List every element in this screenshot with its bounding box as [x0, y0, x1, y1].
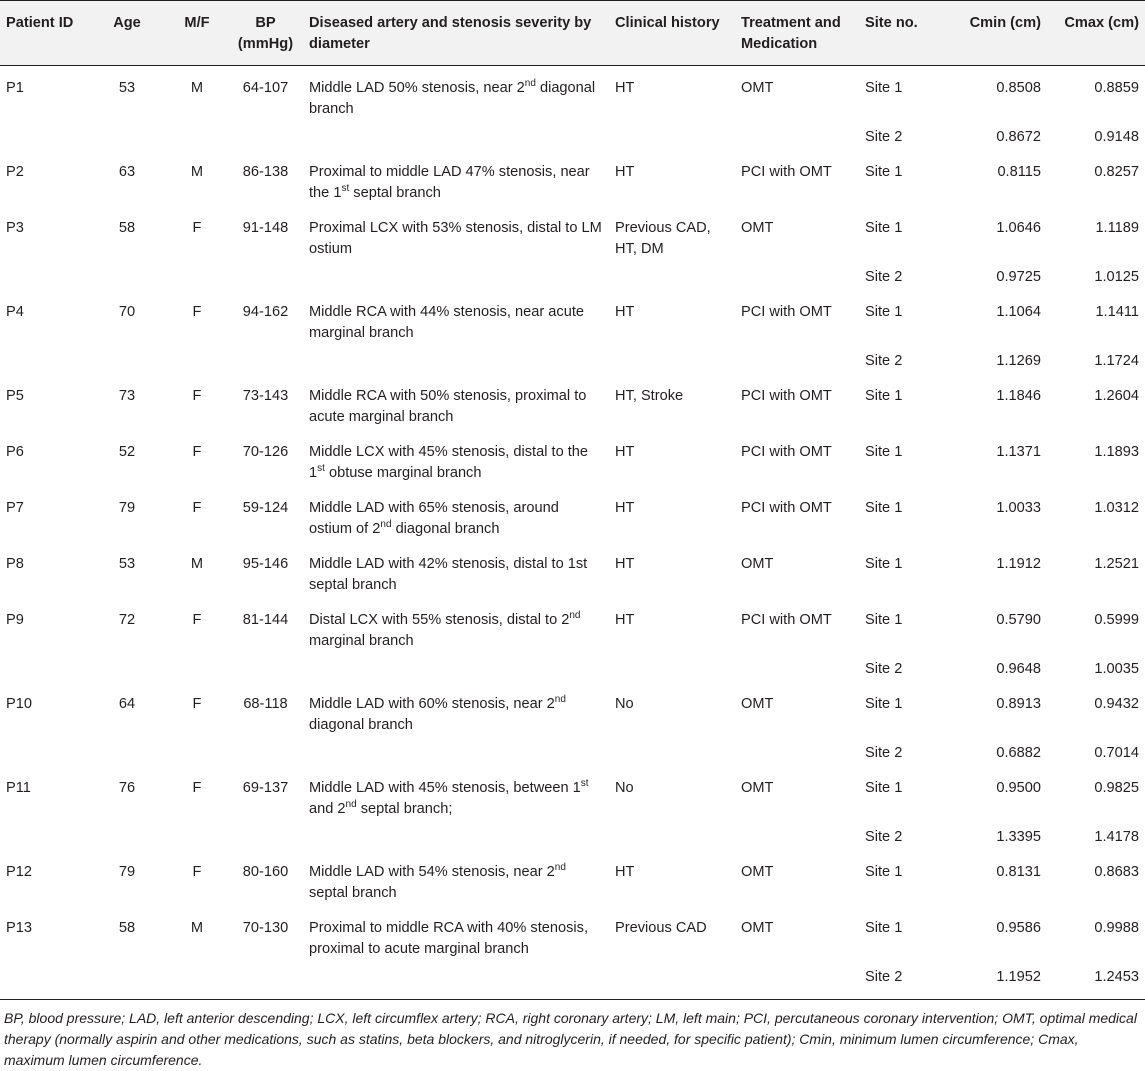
cell-history: No — [615, 696, 634, 712]
cell-site: Site 2 — [865, 745, 903, 761]
cell-history — [609, 262, 735, 290]
cell-cmin: 1.1064 — [996, 304, 1041, 320]
cell-bp — [228, 962, 303, 1000]
cell-history: HT — [615, 612, 635, 628]
cell-patient-id — [0, 738, 88, 766]
cell-artery: Middle LAD with 65% stenosis, around ostium of 2nd diagonal branch — [309, 500, 559, 537]
cell-history — [609, 654, 735, 682]
cell-bp: 91-148 — [242, 220, 289, 236]
table-header — [0, 1, 1145, 66]
cell-site: Site 1 — [865, 304, 903, 320]
cell-age — [88, 346, 166, 374]
cell-patient-id: P9 — [6, 612, 24, 628]
cell-site: Site 1 — [865, 220, 903, 236]
table-row — [0, 430, 1145, 486]
table-row — [0, 962, 1145, 1000]
cell-treatment: PCI with OMT — [741, 444, 832, 460]
cell-bp: 81-144 — [242, 612, 289, 628]
table-row — [0, 682, 1145, 738]
cell-artery — [303, 962, 609, 1000]
cell-artery — [303, 654, 609, 682]
cell-patient-id — [0, 962, 88, 1000]
cell-history — [609, 962, 735, 1000]
table-row — [0, 738, 1145, 766]
cell-bp — [228, 738, 303, 766]
cell-site: Site 2 — [865, 969, 903, 985]
cell-patient-id: P13 — [6, 920, 32, 936]
cell-artery: Proximal to middle LAD 47% stenosis, near the 1st septal branch — [309, 164, 590, 201]
cell-cmax: 1.1411 — [1095, 304, 1139, 320]
cell-treatment — [735, 822, 859, 850]
cell-site: Site 2 — [865, 129, 903, 145]
cell-treatment — [735, 122, 859, 150]
cell-sex: F — [192, 780, 202, 796]
cell-site: Site 1 — [865, 444, 903, 460]
table-row — [0, 150, 1145, 206]
table-row — [0, 486, 1145, 542]
cell-artery: Middle LAD with 60% stenosis, near 2nd diagonal branch — [309, 694, 566, 733]
cell-site: Site 1 — [865, 612, 903, 628]
cell-sex — [166, 122, 228, 150]
cell-artery: Distal LCX with 55% stenosis, distal to 2nd marginal branch — [309, 610, 581, 649]
cell-patient-id: P6 — [6, 444, 24, 460]
cell-artery: Proximal LCX with 53% stenosis, distal to LM ostium — [309, 220, 602, 257]
header-sex: M/F — [166, 1, 228, 66]
cell-cmin: 1.1269 — [996, 353, 1041, 369]
cell-bp — [228, 122, 303, 150]
cell-bp: 95-146 — [242, 556, 289, 572]
cell-sex — [166, 346, 228, 374]
cell-patient-id: P12 — [6, 864, 32, 880]
cell-cmin: 0.9586 — [996, 920, 1041, 936]
cell-sex: F — [192, 696, 202, 712]
cell-history: HT — [615, 80, 635, 96]
cell-site: Site 1 — [865, 696, 903, 712]
table-row — [0, 374, 1145, 430]
cell-cmax: 1.1724 — [1094, 353, 1139, 369]
cell-patient-id — [0, 122, 88, 150]
cell-site: Site 2 — [865, 269, 903, 285]
cell-age: 58 — [118, 920, 136, 936]
cell-patient-id: P4 — [6, 304, 24, 320]
cell-cmin: 1.1912 — [996, 556, 1041, 572]
cell-sex: F — [192, 612, 202, 628]
cell-sex: F — [192, 444, 202, 460]
cell-cmax: 1.1893 — [1094, 444, 1139, 460]
cell-site: Site 2 — [865, 661, 903, 677]
cell-sex — [166, 962, 228, 1000]
cell-bp: 64-107 — [242, 80, 289, 96]
cell-cmin: 0.8131 — [996, 864, 1041, 880]
cell-bp — [228, 262, 303, 290]
cell-treatment — [735, 738, 859, 766]
cell-cmax: 0.8257 — [1094, 164, 1139, 180]
cell-site: Site 2 — [865, 829, 903, 845]
cell-artery: Middle RCA with 44% stenosis, near acute marginal branch — [309, 304, 584, 341]
cell-sex: F — [192, 500, 202, 516]
cell-patient-id: P3 — [6, 220, 24, 236]
cell-treatment — [735, 962, 859, 1000]
header-cmax: Cmax (cm) — [1047, 1, 1145, 66]
cell-patient-id — [0, 654, 88, 682]
cell-sex: F — [192, 864, 202, 880]
cell-treatment: OMT — [741, 80, 774, 96]
table-body — [0, 66, 1145, 1000]
cell-patient-id: P11 — [6, 780, 31, 796]
cell-patient-id — [0, 346, 88, 374]
cell-treatment — [735, 262, 859, 290]
cell-cmax: 0.9825 — [1094, 780, 1139, 796]
cell-artery — [303, 122, 609, 150]
cell-patient-id: P7 — [6, 500, 24, 516]
cell-cmax: 0.8683 — [1094, 864, 1139, 880]
cell-age — [88, 122, 166, 150]
cell-treatment: OMT — [741, 864, 774, 880]
table-row — [0, 66, 1145, 123]
header-history: Clinical history — [609, 1, 735, 66]
cell-cmin: 0.8508 — [996, 80, 1041, 96]
cell-history: HT — [615, 500, 635, 516]
table-row — [0, 262, 1145, 290]
cell-history: HT — [615, 304, 635, 320]
cell-patient-id: P1 — [6, 80, 24, 96]
cell-bp — [228, 346, 303, 374]
cell-cmin: 1.1952 — [996, 969, 1041, 985]
cell-cmax: 1.0312 — [1094, 500, 1139, 516]
cell-history: No — [615, 780, 634, 796]
cell-cmax: 0.7014 — [1094, 745, 1139, 761]
cell-artery — [303, 738, 609, 766]
table-row — [0, 598, 1145, 654]
cell-age: 79 — [118, 500, 136, 516]
cell-treatment: OMT — [741, 920, 774, 936]
cell-age — [88, 962, 166, 1000]
cell-cmin: 0.9725 — [996, 269, 1041, 285]
header-patient-id: Patient ID — [0, 1, 88, 66]
cell-age: 64 — [118, 696, 136, 712]
cell-site: Site 1 — [865, 556, 903, 572]
cell-sex — [166, 654, 228, 682]
cell-site: Site 1 — [865, 80, 903, 96]
cell-age: 72 — [118, 612, 136, 628]
table-row — [0, 206, 1145, 262]
cell-age: 58 — [118, 220, 136, 236]
cell-site: Site 1 — [865, 500, 903, 516]
cell-cmax: 1.1189 — [1095, 220, 1139, 236]
cell-cmin: 0.8115 — [997, 164, 1041, 180]
cell-site: Site 1 — [865, 864, 903, 880]
cell-cmin: 0.5790 — [996, 612, 1041, 628]
cell-history — [609, 346, 735, 374]
table-footnote: BP, blood pressure; LAD, left anterior descending; LCX, left circumflex artery; RCA, right coronary artery; LM, left main; PCI, percutaneous coronary intervention; OMT, optimal medical therapy (normally aspirin and other medications, such as statins, beta blockers, and nitroglycerin, if needed, for specific patient); Cmin, minimum lumen circumference; Cmax, maximum lumen circumference. — [4, 1010, 1137, 1068]
cell-cmin: 0.9648 — [996, 661, 1041, 677]
cell-bp: 70-126 — [242, 444, 289, 460]
cell-sex — [166, 262, 228, 290]
cell-age — [88, 738, 166, 766]
cell-cmin: 0.9500 — [996, 780, 1041, 796]
cell-artery: Middle LAD with 42% stenosis, distal to 1st septal branch — [309, 556, 588, 593]
cell-cmin: 1.0646 — [996, 220, 1041, 236]
cell-age: 79 — [118, 864, 136, 880]
cell-history: HT — [615, 164, 635, 180]
table-row — [0, 822, 1145, 850]
cell-history: HT — [615, 556, 635, 572]
cell-cmax: 0.9432 — [1094, 696, 1139, 712]
table-row — [0, 122, 1145, 150]
cell-artery: Proximal to middle RCA with 40% stenosis, proximal to acute marginal branch — [309, 920, 589, 957]
cell-patient-id: P5 — [6, 388, 24, 404]
cell-history: HT, Stroke — [615, 388, 684, 404]
cell-cmin: 1.1846 — [996, 388, 1041, 404]
cell-treatment: PCI with OMT — [741, 388, 832, 404]
table-row — [0, 290, 1145, 346]
cell-cmax: 0.8859 — [1094, 80, 1139, 96]
cell-site: Site 1 — [865, 780, 903, 796]
cell-artery: Middle LAD 50% stenosis, near 2nd diagonal branch — [309, 78, 596, 117]
cell-treatment — [735, 346, 859, 374]
cell-cmin: 1.1371 — [996, 444, 1041, 460]
cell-cmin: 0.8913 — [996, 696, 1041, 712]
cell-sex: F — [192, 304, 202, 320]
cell-bp: 73-143 — [242, 388, 289, 404]
cell-age: 53 — [118, 556, 136, 572]
cell-sex: F — [192, 220, 202, 236]
cell-sex: M — [190, 164, 204, 180]
table-row — [0, 542, 1145, 598]
cell-artery: Middle LAD with 45% stenosis, between 1st and 2nd septal branch; — [309, 778, 589, 817]
header-artery: Diseased artery and stenosis severity by diameter — [303, 1, 609, 66]
cell-cmax: 1.0125 — [1094, 269, 1139, 285]
cell-artery: Middle LAD with 54% stenosis, near 2nd septal branch — [309, 862, 566, 901]
cell-history: HT — [615, 444, 635, 460]
cell-sex — [166, 738, 228, 766]
cell-age: 70 — [118, 304, 136, 320]
cell-bp: 80-160 — [242, 864, 289, 880]
cell-sex: F — [192, 388, 202, 404]
cell-site: Site 1 — [865, 920, 903, 936]
cell-age: 63 — [118, 164, 136, 180]
cell-history: Previous CAD, HT, DM — [615, 220, 711, 257]
cell-cmax: 0.5999 — [1094, 612, 1139, 628]
cell-history — [609, 122, 735, 150]
cell-patient-id: P8 — [6, 556, 24, 572]
cell-patient-id: P10 — [6, 696, 32, 712]
cell-treatment: PCI with OMT — [741, 304, 832, 320]
table-row — [0, 850, 1145, 906]
cell-age: 52 — [118, 444, 136, 460]
table-row — [0, 654, 1145, 682]
cell-sex — [166, 822, 228, 850]
cell-cmax: 1.4178 — [1094, 829, 1139, 845]
cell-history — [609, 738, 735, 766]
cell-treatment: PCI with OMT — [741, 612, 832, 628]
cell-cmax: 1.2521 — [1094, 556, 1139, 572]
cell-treatment: OMT — [741, 780, 774, 796]
cell-treatment: OMT — [741, 696, 774, 712]
header-site: Site no. — [859, 1, 949, 66]
table-row — [0, 346, 1145, 374]
cell-age — [88, 822, 166, 850]
cell-bp: 94-162 — [242, 304, 289, 320]
cell-patient-id — [0, 822, 88, 850]
cell-cmax: 0.9988 — [1094, 920, 1139, 936]
cell-treatment: PCI with OMT — [741, 500, 832, 516]
cell-site: Site 2 — [865, 353, 903, 369]
cell-bp — [228, 654, 303, 682]
cell-patient-id: P2 — [6, 164, 24, 180]
cell-artery — [303, 822, 609, 850]
cell-age: 73 — [118, 388, 136, 404]
cell-patient-id — [0, 262, 88, 290]
cell-site: Site 1 — [865, 388, 903, 404]
cell-artery — [303, 346, 609, 374]
cell-cmax: 1.0035 — [1094, 661, 1139, 677]
cell-age: 76 — [118, 780, 136, 796]
header-age: Age — [88, 1, 166, 66]
cell-sex: M — [190, 80, 204, 96]
cell-artery: Middle LCX with 45% stenosis, distal to the 1st obtuse marginal branch — [309, 444, 589, 481]
cell-age — [88, 654, 166, 682]
cell-cmax: 0.9148 — [1094, 129, 1139, 145]
cell-bp: 86-138 — [242, 164, 289, 180]
cell-sex: M — [190, 556, 204, 572]
cell-bp: 59-124 — [242, 500, 289, 516]
cell-artery: Middle RCA with 50% stenosis, proximal to acute marginal branch — [309, 388, 587, 425]
cell-cmax: 1.2604 — [1094, 388, 1139, 404]
header-treatment: Treatment and Medication — [735, 1, 859, 66]
cell-bp — [228, 822, 303, 850]
cell-bp: 68-118 — [243, 696, 288, 712]
cell-history — [609, 822, 735, 850]
cell-treatment: OMT — [741, 220, 774, 236]
cell-artery — [303, 262, 609, 290]
table-row — [0, 766, 1145, 822]
cell-treatment: PCI with OMT — [741, 164, 832, 180]
header-cmin: Cmin (cm) — [949, 1, 1047, 66]
cell-history: HT — [615, 864, 635, 880]
cell-sex: M — [190, 920, 204, 936]
cell-bp: 70-130 — [242, 920, 289, 936]
cell-age — [88, 262, 166, 290]
cell-history: Previous CAD — [615, 920, 707, 936]
header-bp: BP (mmHg) — [228, 1, 303, 66]
cell-cmin: 1.0033 — [996, 500, 1041, 516]
header-row — [0, 1, 1145, 66]
cell-cmin: 0.6882 — [996, 745, 1041, 761]
table-row — [0, 906, 1145, 962]
cell-cmin: 0.8672 — [996, 129, 1041, 145]
cell-treatment — [735, 654, 859, 682]
cell-treatment: OMT — [741, 556, 774, 572]
cell-age: 53 — [118, 80, 136, 96]
cell-bp: 69-137 — [242, 780, 289, 796]
cell-site: Site 1 — [865, 164, 903, 180]
cell-cmax: 1.2453 — [1094, 969, 1139, 985]
cell-cmin: 1.3395 — [996, 829, 1041, 845]
